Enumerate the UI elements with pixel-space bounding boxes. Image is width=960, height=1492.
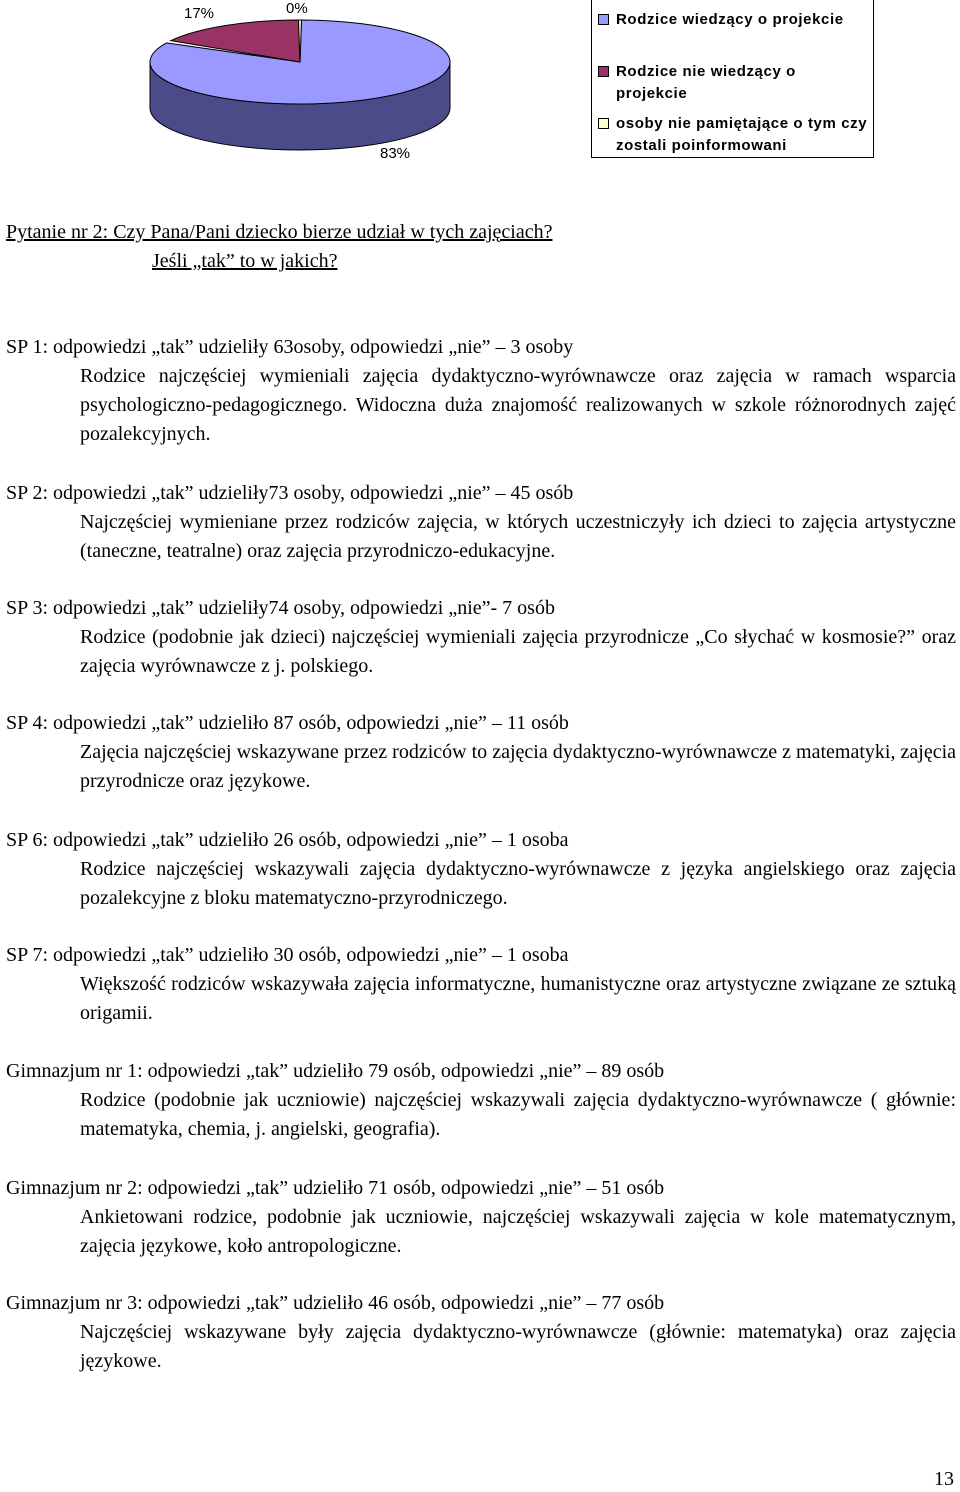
section-heading: SP 2: odpowiedzi „tak” udzieliły73 osoby, odpowiedzi „nie” – 45 osób xyxy=(6,482,574,504)
section-sp3 xyxy=(6,594,956,681)
section-sp6 xyxy=(6,826,956,913)
legend-swatch-2 xyxy=(598,66,609,77)
pie-chart-svg xyxy=(140,0,480,165)
section-heading: SP 7: odpowiedzi „tak” udzieliło 30 osób, odpowiedzi „nie” – 1 osoba xyxy=(6,944,569,966)
section-heading: SP 6: odpowiedzi „tak” udzieliło 26 osób, odpowiedzi „nie” – 1 osoba xyxy=(6,829,569,851)
pie-label-1: 83% xyxy=(380,145,411,162)
legend-label-1: Rodzice wiedzący o projekcie xyxy=(616,11,844,28)
section-heading: Gimnazjum nr 3: odpowiedzi „tak” udzieliło 46 osób, odpowiedzi „nie” – 77 osób xyxy=(6,1292,665,1314)
legend-entry-2 xyxy=(598,61,870,105)
section-body: Rodzice najczęściej wymieniali zajęcia dydaktyczno-wyrównawcze oraz zajęcia w ramach wsparcia psychologiczno-pedagogicznego. Widoczna duża znajomość realizowanych w szkole różnorodnych zajęć pozalekcyjnych. xyxy=(80,365,956,445)
section-gimnazjum-3 xyxy=(6,1289,956,1376)
section-body: Najczęściej wymieniane przez rodziców zajęcia, w których uczestniczyły ich dzieci to zajęcia artystyczne (taneczne, teatralne) oraz zajęcia przyrodniczo-edukacyjne. xyxy=(80,511,956,562)
section-heading: Gimnazjum nr 2: odpowiedzi „tak” udzieliło 71 osób, odpowiedzi „nie” – 51 osób xyxy=(6,1177,665,1199)
pie-label-2: 17% xyxy=(184,5,215,22)
question-line-2: Jeśli „tak” to w jakich? xyxy=(152,250,338,272)
section-gimnazjum-1 xyxy=(6,1057,956,1144)
section-sp2 xyxy=(6,479,956,566)
question-heading xyxy=(6,218,906,276)
section-body: Ankietowani rodzice, podobnie jak uczniowie, najczęściej wskazywali zajęcia w kole matematycznym, zajęcia językowe, koło antropologiczne. xyxy=(80,1206,956,1257)
legend-label-2: Rodzice nie wiedzący o projekcie xyxy=(616,63,796,102)
section-body: Zajęcia najczęściej wskazywane przez rodziców to zajęcia dydaktyczno-wyrównawcze z matematyki, zajęcia przyrodnicze oraz językowe. xyxy=(80,741,956,792)
section-body: Rodzice (podobnie jak dzieci) najczęściej wymieniali zajęcia przyrodnicze „Co słychać w kosmosie?” oraz zajęcia wyrównawcze z j. polskiego. xyxy=(80,626,956,677)
section-body: Większość rodziców wskazywała zajęcia informatyczne, humanistyczne oraz artystyczne związane ze sztuką origamii. xyxy=(80,973,956,1024)
section-body: Najczęściej wskazywane były zajęcia dydaktyczno-wyrównawcze (głównie: matematyka) oraz zajęcia językowe. xyxy=(80,1321,956,1372)
section-sp4 xyxy=(6,709,956,796)
section-heading: SP 3: odpowiedzi „tak” udzieliły74 osoby, odpowiedzi „nie”- 7 osób xyxy=(6,597,555,619)
section-heading: SP 4: odpowiedzi „tak” udzieliło 87 osób, odpowiedzi „nie” – 11 osób xyxy=(6,712,569,734)
section-body: Rodzice najczęściej wskazywali zajęcia dydaktyczno-wyrównawcze z języka angielskiego oraz zajęcia pozalekcyjne z bloku matematyczno-przyrodniczego. xyxy=(80,858,956,909)
legend-entry-3 xyxy=(598,113,870,157)
legend-swatch-3 xyxy=(598,118,609,129)
pie-label-3: 0% xyxy=(286,0,308,17)
page-number: 13 xyxy=(934,1468,954,1490)
section-body: Rodzice (podobnie jak uczniowie) najczęściej wskazywali zajęcia dydaktyczno-wyrównawcze ( głównie: matematyka, chemia, j. angielski, geografia). xyxy=(80,1089,956,1140)
pie-top xyxy=(150,20,450,104)
section-sp7 xyxy=(6,941,956,1028)
section-heading: SP 1: odpowiedzi „tak” udzieliły 63osoby, odpowiedzi „nie” – 3 osoby xyxy=(6,336,574,358)
section-sp1 xyxy=(6,333,956,449)
legend-label-3: osoby nie pamiętające o tym czy zostali poinformowani xyxy=(616,115,868,154)
legend-swatch-1 xyxy=(598,14,609,25)
legend-entry-1 xyxy=(598,9,870,31)
section-gimnazjum-2 xyxy=(6,1174,956,1261)
pie-chart xyxy=(0,0,960,200)
question-line-1: Pytanie nr 2: Czy Pana/Pani dziecko bierze udział w tych zajęciach? xyxy=(6,221,553,243)
chart-legend xyxy=(591,0,874,158)
section-heading: Gimnazjum nr 1: odpowiedzi „tak” udzieliło 79 osób, odpowiedzi „nie” – 89 osób xyxy=(6,1060,665,1082)
